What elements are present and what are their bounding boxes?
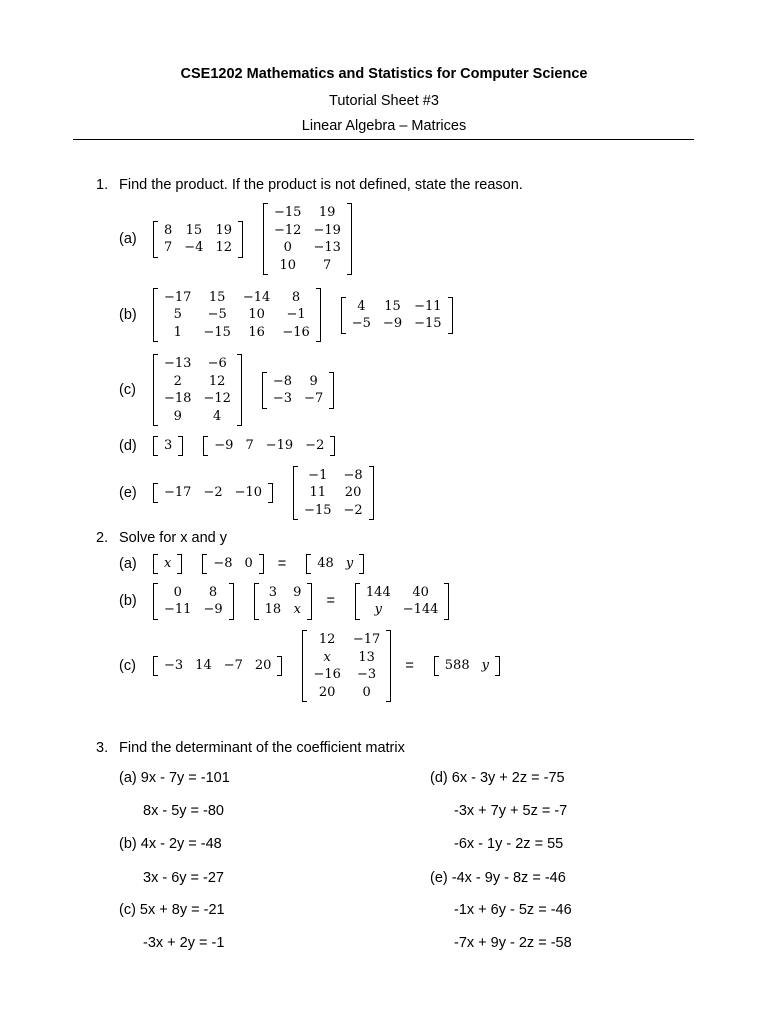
matrix (254, 583, 313, 620)
part-label: (b) (119, 593, 137, 609)
matrix-cell: −13 (164, 356, 192, 371)
matrix-cell: 15 (185, 222, 203, 238)
matrix-cell: 12 (318, 632, 336, 647)
matrix-cell: 19 (215, 222, 232, 238)
matrix-cell: −144 (402, 602, 439, 617)
matrix-cell: 9 (309, 373, 318, 389)
matrix-cell: −12 (274, 222, 302, 238)
matrix-cell: 5 (173, 307, 182, 323)
q2-part-a (119, 554, 384, 574)
matrix-cell: −15 (414, 316, 442, 331)
matrix-cell: −9 (382, 316, 403, 331)
matrix (153, 656, 282, 676)
equation: (a) 9x - 7y = -101 (119, 770, 230, 786)
matrix (153, 436, 183, 456)
equation: 8x - 5y = -80 (143, 803, 224, 819)
matrix-cell: −2 (343, 502, 363, 518)
matrix-cell: y (374, 602, 382, 617)
equation: -3x + 7y + 5z = -7 (454, 803, 568, 819)
matrix-cell: 11 (309, 485, 327, 501)
q1-number: 1. (96, 177, 109, 193)
matrix-cell: −3 (357, 667, 377, 682)
matrix (302, 630, 391, 702)
matrix-cell: −16 (282, 324, 310, 340)
matrix-cell: −17 (164, 485, 192, 501)
matrix-cell: 9 (173, 408, 182, 424)
q2-number: 2. (96, 530, 109, 546)
matrix (293, 466, 374, 521)
matrix-cell: −17 (352, 632, 381, 647)
matrix-cell: 13 (358, 649, 375, 665)
matrix-cell: x (164, 556, 172, 572)
q1-part-a (119, 202, 372, 276)
equation: -6x - 1y - 2z = 55 (454, 836, 564, 852)
matrix-cell: 4 (213, 408, 222, 424)
q1-text: Find the product. If the product is not defined, state the reason. (119, 177, 523, 193)
q3-text: Find the determinant of the coefficient matrix (119, 740, 405, 756)
matrix-cell: 20 (318, 684, 336, 700)
q2-part-b (119, 582, 469, 620)
equation: (b) 4x - 2y = -48 (119, 836, 222, 852)
matrix (153, 554, 182, 574)
matrix-cell: 3 (268, 584, 278, 600)
part-label: (a) (119, 231, 137, 247)
part-label: (c) (119, 658, 136, 674)
part-label: (a) (119, 556, 137, 572)
matrix-cell: y (481, 658, 489, 674)
matrix-cell: −17 (164, 289, 192, 305)
q1-part-e (119, 465, 394, 521)
matrix-cell: −7 (304, 391, 324, 406)
matrix-cell: x (323, 649, 331, 665)
part-label: (c) (119, 382, 136, 398)
matrix-cell: 9 (293, 584, 302, 600)
matrix (202, 554, 263, 574)
matrix-cell: −15 (274, 205, 302, 220)
matrix-cell: −8 (213, 556, 233, 572)
equals-sign: = (277, 556, 287, 572)
matrix (434, 656, 500, 676)
matrix-cell: 7 (164, 240, 173, 255)
equation: 3x - 6y = -27 (143, 870, 224, 886)
matrix-cell: 18 (264, 602, 282, 617)
matrix-cell: −14 (242, 289, 271, 305)
q2-part-c (119, 629, 520, 703)
matrix-cell: −5 (351, 316, 371, 331)
matrix-cell: 8 (208, 584, 218, 600)
equals-sign: = (405, 658, 414, 674)
matrix-cell: −18 (164, 391, 192, 406)
matrix-cell: −6 (207, 356, 227, 371)
matrix-cell: −9 (203, 602, 223, 617)
matrix-cell: −1 (286, 307, 306, 323)
matrix-cell: −9 (214, 438, 234, 454)
sheet-title: Tutorial Sheet #3 (329, 93, 439, 109)
matrix-cell: −15 (203, 324, 231, 340)
matrix-cell: −2 (305, 438, 325, 454)
equation: (d) 6x - 3y + 2z = -75 (430, 770, 565, 786)
matrix-cell: −2 (203, 485, 223, 501)
matrix-cell: 16 (248, 324, 265, 340)
matrix-cell: 0 (283, 240, 292, 255)
equation: -3x + 2y = -1 (143, 935, 225, 951)
matrix-cell: −15 (304, 502, 332, 518)
matrix-cell: −3 (272, 391, 293, 406)
matrix (355, 583, 450, 620)
q2-text: Solve for x and y (119, 530, 227, 546)
matrix-cell: 20 (254, 658, 272, 674)
matrix-cell: 15 (208, 289, 226, 305)
matrix-cell: 40 (412, 584, 429, 600)
part-label: (e) (119, 485, 137, 501)
course-title: CSE1202 Mathematics and Statistics for Computer Science (180, 66, 588, 82)
matrix-cell: 48 (317, 556, 334, 572)
matrix-cell: 10 (248, 307, 265, 323)
matrix (153, 288, 321, 343)
matrix-cell: 8 (164, 222, 173, 238)
matrix-cell: 1 (173, 324, 182, 340)
matrix-cell: 10 (279, 257, 296, 273)
matrix-cell: 15 (384, 298, 401, 314)
matrix-cell: −1 (308, 467, 328, 483)
topic-title: Linear Algebra – Matrices (301, 118, 467, 134)
part-label: (d) (119, 438, 137, 454)
q1-part-c (119, 353, 354, 427)
matrix-cell: −3 (164, 658, 184, 674)
matrix-cell: x (293, 602, 301, 617)
matrix-cell: 7 (245, 438, 254, 454)
equation: (c) 5x + 8y = -21 (119, 902, 225, 918)
matrix (306, 554, 364, 574)
q1-part-b (119, 287, 473, 343)
matrix-cell: −10 (234, 485, 263, 501)
matrix (262, 372, 334, 409)
matrix (153, 354, 242, 426)
matrix-cell: 14 (195, 658, 212, 674)
matrix-cell: 8 (291, 289, 301, 305)
matrix (203, 436, 335, 456)
q1-part-d (119, 436, 355, 456)
matrix-cell: −13 (313, 240, 341, 255)
matrix-cell: 4 (357, 298, 366, 314)
matrix (341, 297, 453, 334)
matrix-cell: 12 (215, 240, 232, 255)
part-label: (b) (119, 307, 137, 323)
matrix-cell: −7 (223, 658, 243, 674)
matrix-cell: 19 (318, 205, 336, 220)
matrix-cell: 0 (244, 556, 253, 572)
matrix-cell: 0 (362, 684, 371, 700)
matrix-cell: 12 (208, 373, 226, 389)
equation: -1x + 6y - 5z = -46 (454, 902, 572, 918)
matrix-cell: 7 (323, 257, 332, 273)
matrix (153, 483, 273, 503)
equation: (e) -4x - 9y - 8z = -46 (430, 870, 566, 886)
matrix-cell: 588 (444, 658, 470, 674)
matrix (153, 221, 243, 258)
matrix-cell: 20 (344, 485, 362, 501)
matrix-cell: 144 (365, 584, 391, 600)
matrix-cell: −4 (184, 240, 204, 255)
matrix-cell: −11 (414, 298, 442, 314)
matrix-cell: y (345, 556, 354, 572)
equation: -7x + 9y - 2z = -58 (454, 935, 572, 951)
matrix-cell: −5 (207, 307, 227, 323)
equals-sign: = (326, 593, 335, 609)
matrix-cell: −8 (272, 373, 293, 389)
matrix-cell: −19 (313, 222, 341, 238)
matrix-cell: −19 (265, 438, 294, 454)
matrix-cell: −11 (164, 602, 192, 617)
matrix-cell: −16 (313, 667, 341, 682)
matrix-cell: −8 (343, 467, 363, 483)
matrix-cell: 3 (164, 438, 173, 454)
matrix-cell: 0 (173, 584, 182, 600)
q3-number: 3. (96, 740, 109, 756)
matrix-cell: 2 (173, 373, 182, 389)
matrix-cell: −12 (203, 391, 231, 406)
matrix (153, 583, 234, 620)
header-divider (73, 139, 694, 140)
matrix (263, 203, 352, 275)
